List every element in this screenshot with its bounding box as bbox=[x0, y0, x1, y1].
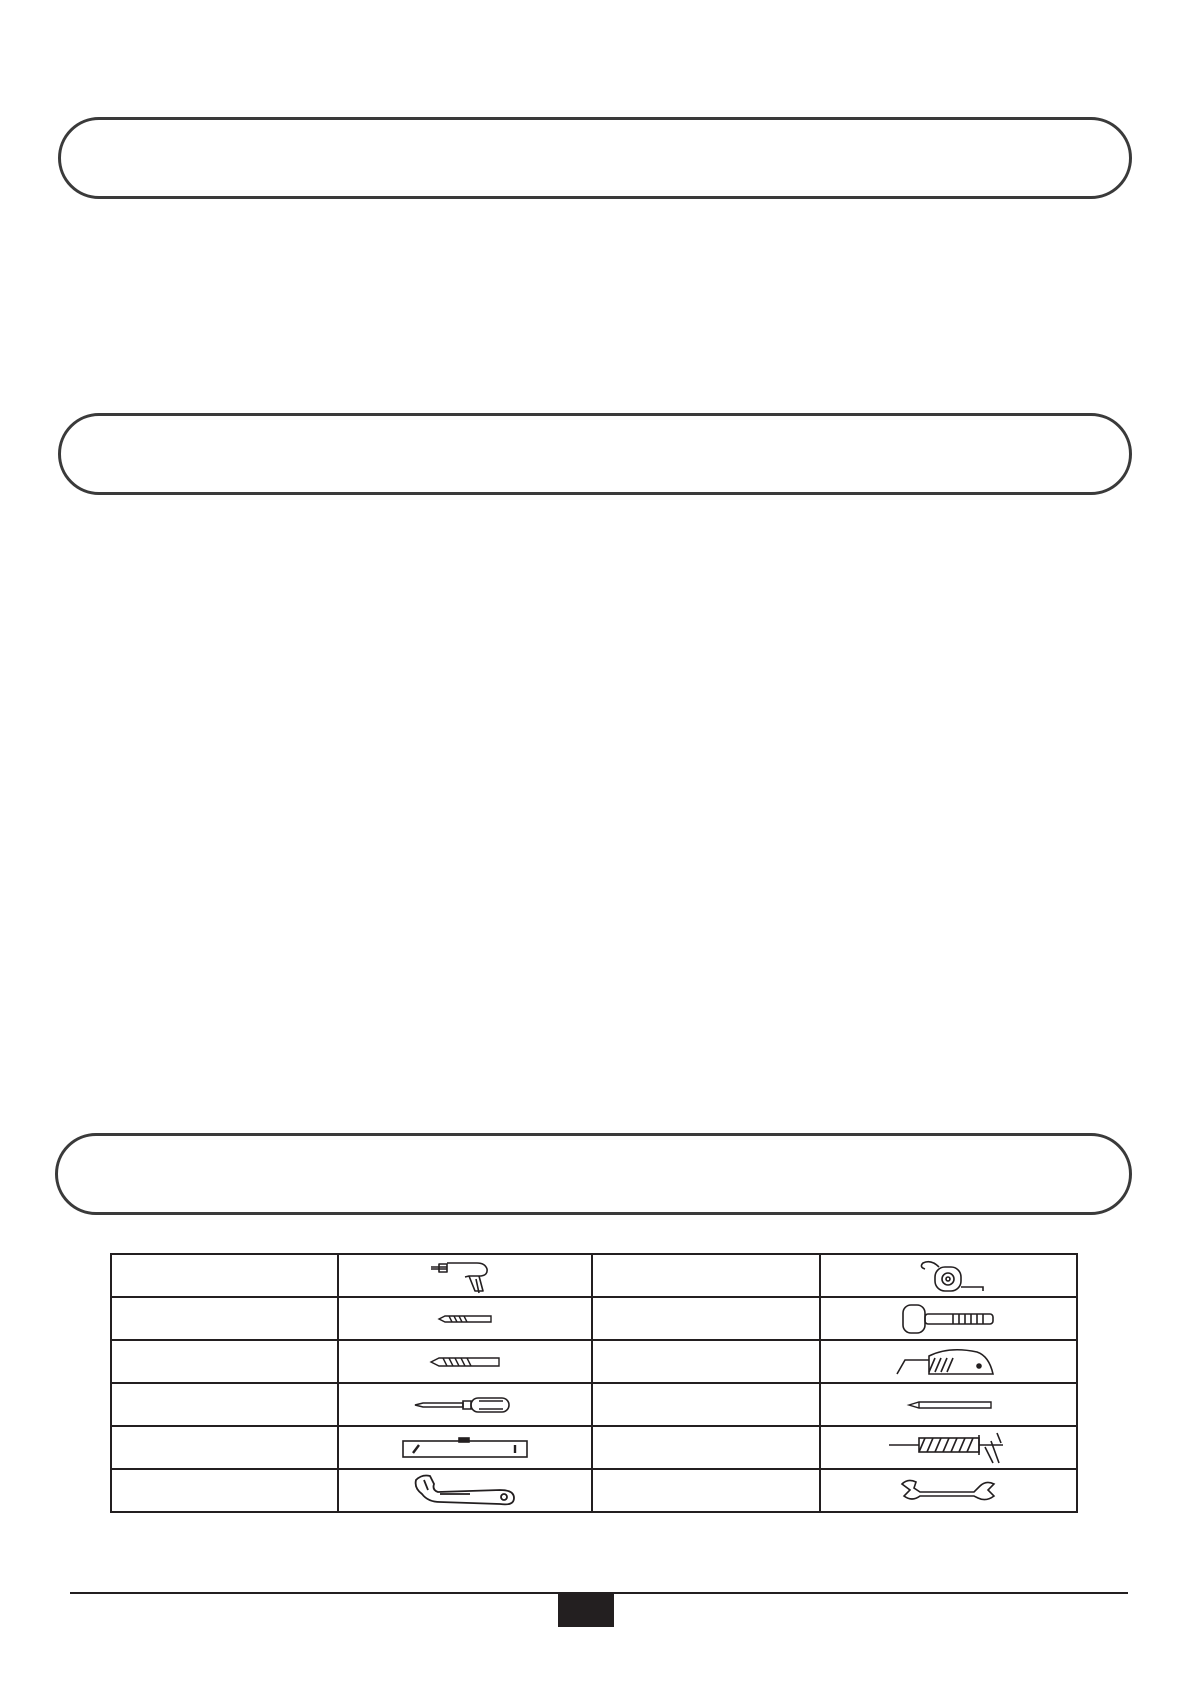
tool-icon-cell bbox=[820, 1426, 1077, 1469]
tool-icon-cell bbox=[338, 1383, 592, 1426]
tool-name bbox=[592, 1426, 820, 1469]
caulking-gun-icon bbox=[879, 1429, 1019, 1467]
utility-knife-icon bbox=[889, 1344, 1009, 1380]
spirit-level-icon bbox=[395, 1435, 535, 1461]
tool-name bbox=[111, 1469, 338, 1512]
tool-name bbox=[592, 1383, 820, 1426]
large-drill-bit-icon bbox=[425, 1352, 505, 1372]
table-row bbox=[111, 1340, 1077, 1383]
table-row bbox=[111, 1469, 1077, 1512]
tool-icon-cell bbox=[338, 1254, 592, 1297]
tape-measure-icon bbox=[909, 1257, 989, 1295]
tool-name bbox=[592, 1469, 820, 1512]
section-heading-box-3 bbox=[55, 1133, 1132, 1215]
small-drill-bit-icon bbox=[425, 1309, 505, 1329]
tool-icon-cell bbox=[820, 1297, 1077, 1340]
tool-name bbox=[111, 1340, 338, 1383]
table-row bbox=[111, 1297, 1077, 1340]
tools-table bbox=[110, 1253, 1078, 1513]
tool-name bbox=[111, 1383, 338, 1426]
section-heading-box-1 bbox=[58, 117, 1132, 199]
tool-name bbox=[592, 1340, 820, 1383]
adjustable-wrench-icon bbox=[410, 1472, 520, 1510]
mallet-icon bbox=[889, 1301, 1009, 1337]
table-row bbox=[111, 1254, 1077, 1297]
tool-icon-cell bbox=[820, 1340, 1077, 1383]
tool-name bbox=[592, 1297, 820, 1340]
tool-icon-cell bbox=[820, 1383, 1077, 1426]
section-heading-box-2 bbox=[58, 413, 1132, 495]
table-row bbox=[111, 1383, 1077, 1426]
tool-icon-cell bbox=[820, 1469, 1077, 1512]
pencil-icon bbox=[899, 1398, 999, 1412]
tool-icon-cell bbox=[338, 1297, 592, 1340]
power-drill-icon bbox=[425, 1257, 505, 1295]
tool-icon-cell bbox=[820, 1254, 1077, 1297]
tool-name bbox=[592, 1254, 820, 1297]
tool-name bbox=[111, 1426, 338, 1469]
tool-icon-cell bbox=[338, 1426, 592, 1469]
screwdriver-icon bbox=[405, 1393, 525, 1417]
tool-name bbox=[111, 1254, 338, 1297]
tool-icon-cell bbox=[338, 1469, 592, 1512]
tool-icon-cell bbox=[338, 1340, 592, 1383]
open-end-wrench-icon bbox=[894, 1476, 1004, 1506]
tool-name bbox=[111, 1297, 338, 1340]
table-row bbox=[111, 1426, 1077, 1469]
page-number-tab bbox=[558, 1593, 614, 1627]
